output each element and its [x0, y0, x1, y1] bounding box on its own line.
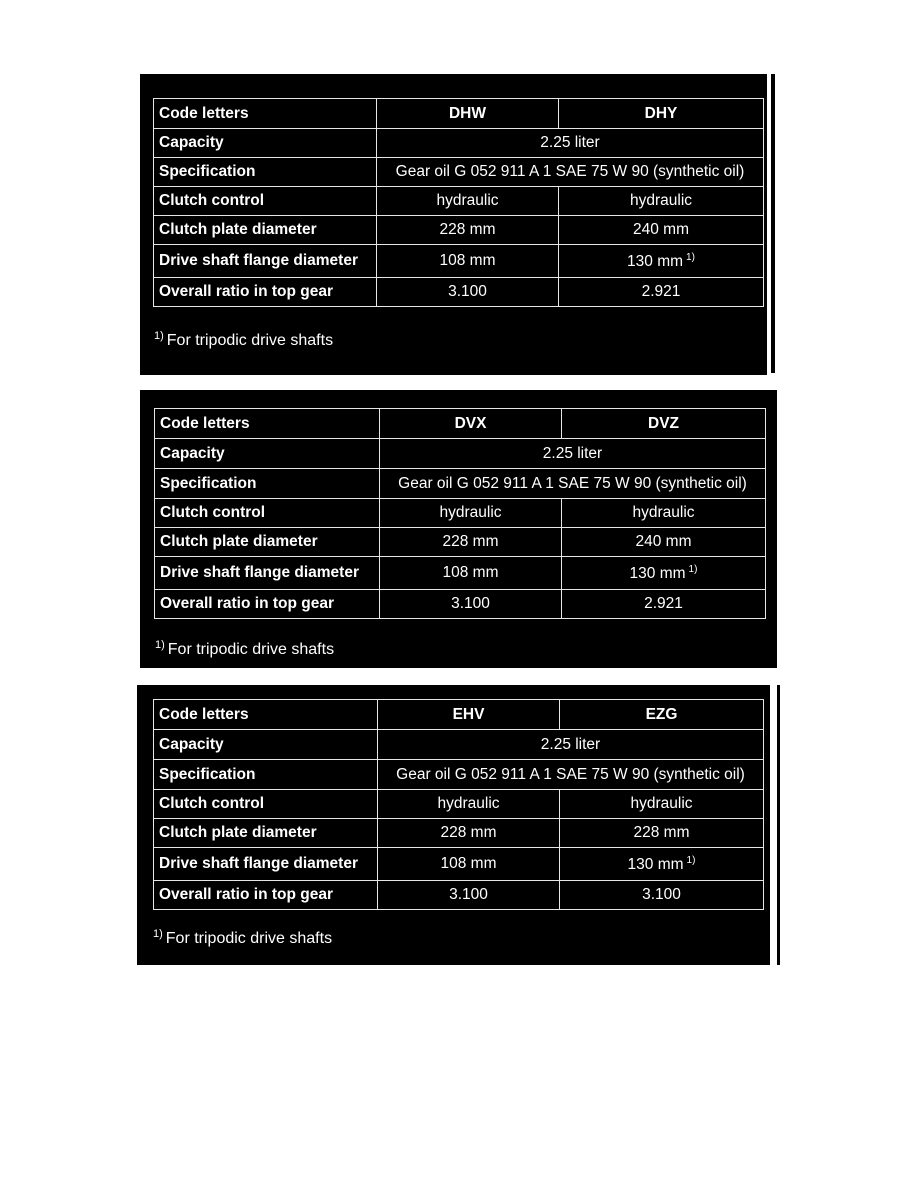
row-label: Clutch plate diameter [154, 819, 378, 848]
row-label: Drive shaft flange diameter [154, 245, 377, 278]
table-row [154, 99, 764, 129]
row-label: Code letters [155, 409, 380, 439]
row-label: Specification [154, 760, 378, 790]
cell-value-with-note [562, 557, 766, 590]
row-label: Drive shaft flange diameter [154, 848, 378, 881]
row-label: Clutch plate diameter [154, 216, 377, 245]
table-row [155, 409, 766, 439]
footnote-marker: 1) [686, 251, 695, 263]
table-row [154, 881, 764, 910]
footnote-marker: 1) [688, 563, 698, 575]
row-label: Clutch control [154, 187, 377, 216]
table-row [155, 499, 766, 528]
footnote [153, 928, 332, 948]
footnote-marker: 1) [153, 928, 163, 940]
cell-value-with-note [560, 848, 764, 881]
table-row [155, 469, 766, 499]
cell-value: 3.100 [560, 881, 764, 910]
row-label: Specification [154, 158, 377, 187]
footnote-marker: 1) [155, 639, 165, 651]
row-label: Code letters [154, 99, 377, 129]
table-row [155, 439, 766, 469]
row-label: Drive shaft flange diameter [155, 557, 380, 590]
table-row [154, 819, 764, 848]
row-label: Specification [155, 469, 380, 499]
table-row [155, 528, 766, 557]
spec-table-2 [154, 408, 766, 619]
row-label: Clutch control [155, 499, 380, 528]
footnote-marker: 1) [154, 330, 164, 342]
row-label: Overall ratio in top gear [154, 278, 377, 307]
panel-edge-line [771, 74, 775, 373]
cell-value: 130 mm [629, 564, 686, 582]
footnote-text: For tripodic drive shafts [167, 641, 335, 658]
table-row [154, 187, 764, 216]
row-label: Capacity [154, 129, 377, 158]
specification-value: Gear oil G 052 911 A 1 SAE 75 W 90 (synthetic oil) [377, 158, 764, 187]
code-col-1: DHW [377, 99, 559, 129]
row-label: Code letters [154, 700, 378, 730]
cell-value: hydraulic [560, 790, 764, 819]
capacity-value: 2.25 liter [380, 439, 766, 469]
cell-value: 240 mm [562, 528, 766, 557]
cell-value: 3.100 [377, 278, 559, 307]
footnote [154, 330, 333, 350]
table-row [154, 730, 764, 760]
spec-table-3 [153, 699, 764, 910]
cell-value: 108 mm [380, 557, 562, 590]
cell-value: hydraulic [562, 499, 766, 528]
footnote [155, 639, 334, 659]
table-row [155, 590, 766, 619]
cell-value: 2.921 [562, 590, 766, 619]
cell-value: hydraulic [380, 499, 562, 528]
row-label: Overall ratio in top gear [155, 590, 380, 619]
cell-value: hydraulic [378, 790, 560, 819]
table-row [154, 245, 764, 278]
code-col-2: DVZ [562, 409, 766, 439]
table-row [155, 557, 766, 590]
capacity-value: 2.25 liter [377, 129, 764, 158]
cell-value: 130 mm [627, 855, 684, 873]
specification-value: Gear oil G 052 911 A 1 SAE 75 W 90 (synthetic oil) [378, 760, 764, 790]
row-label: Clutch plate diameter [155, 528, 380, 557]
cell-value: hydraulic [559, 187, 764, 216]
cell-value-with-note [559, 245, 764, 278]
panel-edge-line [777, 685, 780, 965]
spec-panel-2 [140, 390, 777, 668]
code-col-2: DHY [559, 99, 764, 129]
row-label: Capacity [155, 439, 380, 469]
code-col-2: EZG [560, 700, 764, 730]
row-label: Capacity [154, 730, 378, 760]
cell-value: 2.921 [559, 278, 764, 307]
specification-value: Gear oil G 052 911 A 1 SAE 75 W 90 (synthetic oil) [380, 469, 766, 499]
cell-value: 228 mm [560, 819, 764, 848]
cell-value: 108 mm [378, 848, 560, 881]
spec-panel-1 [140, 74, 767, 375]
cell-value: 108 mm [377, 245, 559, 278]
table-row [154, 158, 764, 187]
table-row [154, 790, 764, 819]
code-col-1: EHV [378, 700, 560, 730]
footnote-text: For tripodic drive shafts [165, 930, 333, 947]
cell-value: 130 mm [627, 252, 684, 270]
table-row [154, 700, 764, 730]
cell-value: hydraulic [377, 187, 559, 216]
row-label: Clutch control [154, 790, 378, 819]
cell-value: 3.100 [380, 590, 562, 619]
capacity-value: 2.25 liter [378, 730, 764, 760]
cell-value: 228 mm [378, 819, 560, 848]
table-row [154, 278, 764, 307]
cell-value: 240 mm [559, 216, 764, 245]
footnote-marker: 1) [686, 854, 696, 866]
table-row [154, 129, 764, 158]
footnote-text: For tripodic drive shafts [166, 332, 334, 349]
spec-table-1 [153, 98, 764, 307]
code-col-1: DVX [380, 409, 562, 439]
row-label: Overall ratio in top gear [154, 881, 378, 910]
table-row [154, 760, 764, 790]
table-row [154, 848, 764, 881]
cell-value: 228 mm [377, 216, 559, 245]
cell-value: 3.100 [378, 881, 560, 910]
spec-panel-3 [137, 685, 770, 965]
table-row [154, 216, 764, 245]
cell-value: 228 mm [380, 528, 562, 557]
